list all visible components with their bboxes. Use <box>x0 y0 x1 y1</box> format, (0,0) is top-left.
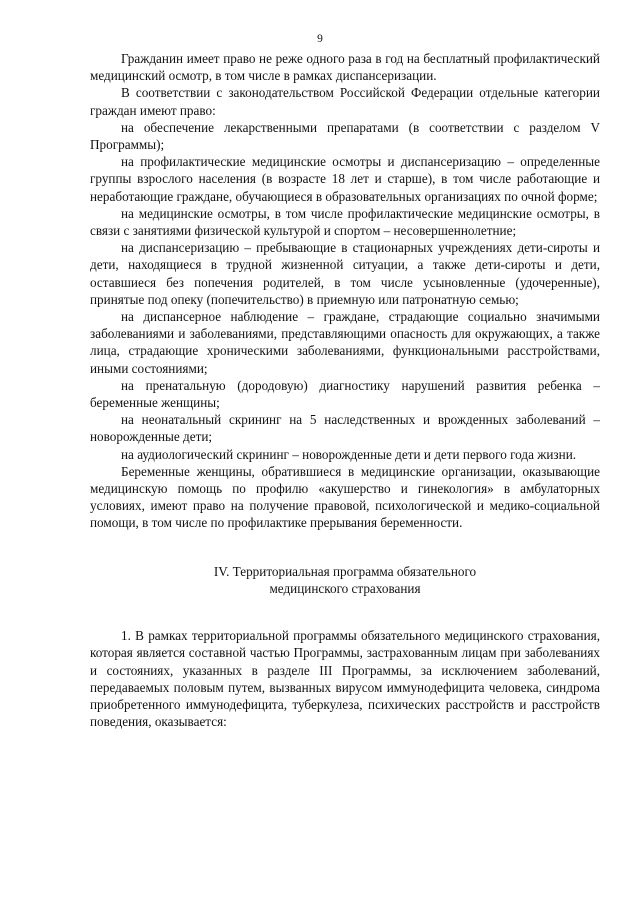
paragraph: В соответствии с законодательством Российской Федерации отдельные категории граждан имеют право: <box>90 85 600 118</box>
paragraph: Гражданин имеет право не реже одного раза в год на бесплатный профилактический медицинский осмотр, в том числе в рамках диспансеризации. <box>90 51 600 84</box>
list-item: на обеспечение лекарственными препаратами (в соответствии с разделом V Программы); <box>90 119 600 153</box>
paragraph: Беременные женщины, обратившиеся в медицинские организации, оказывающие медицинскую помощь по профилю «акушерство и гинекология» в амбулаторных условиях, имеют право на получение правовой, психологической и медико-социальной помощи, в том числе по профилактике прерывания беременности. <box>90 463 600 531</box>
list-item: на диспансерное наблюдение – граждане, страдающие социально значимыми заболеваниями и заболеваниями, представляющими опасность для окружающих, а также лица, страдающие хроническими заболеваниями, функциональными расстройствами, иными состояниями; <box>90 309 600 376</box>
paragraph: 1. В рамках территориальной программы обязательного медицинского страхования, которая является составной частью Программы, застрахованным лицам при заболеваниях и состояниях, указанных в разделе III Программы, за исключением заболеваний, передаваемых половым путем, вызванных вирусом иммунодефицита человека, синдрома приобретенного иммунодефицита, туберкулеза, психических расстройств и расстройств поведения, оказывается: <box>90 628 600 730</box>
list-item: на медицинские осмотры, в том числе профилактические медицинские осмотры, в связи с занятиями физической культурой и спортом – несовершеннолетние; <box>90 205 600 239</box>
section-heading-line-1: IV. Территориальная программа обязательного <box>213 563 477 579</box>
list-item: на пренатальную (дородовую) диагностику нарушений развития ребенка – беременные женщины; <box>90 377 600 411</box>
page-body <box>90 50 600 730</box>
list-item: на аудиологический скрининг – новорожденные дети и дети первого года жизни. <box>121 446 577 462</box>
page-number: 9 <box>317 33 323 45</box>
section-heading-line-2: медицинского страхования <box>269 580 421 596</box>
list-item: на неонатальный скрининг на 5 наследственных и врожденных заболеваний – новорожденные дети; <box>90 412 600 445</box>
section-heading <box>90 563 600 597</box>
list-item: на профилактические медицинские осмотры и диспансеризацию – определенные группы взрослого населения (в возрасте 18 лет и старше), в том числе работающие и неработающие граждане, обучающиеся в образовательных организациях по очной форме; <box>90 154 600 204</box>
list-item: на диспансеризацию – пребывающие в стационарных учреждениях дети-сироты и дети, находящиеся в трудной жизненной ситуации, а также дети-сироты и дети, оставшиеся без попечения родителей, в том числе усыновленные (удочеренные), принятые под опеку (попечительство) в приемную или патронатную семью; <box>90 240 600 307</box>
